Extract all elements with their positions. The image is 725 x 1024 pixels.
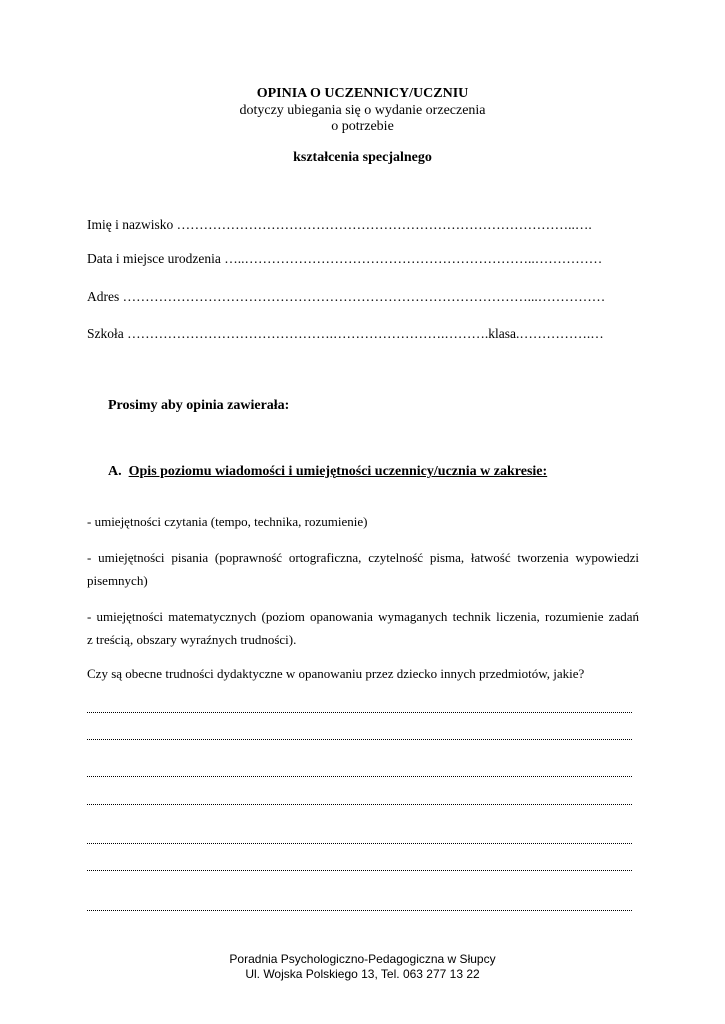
section-a-title: Opis poziomu wiadomości i umiejętności uczennicy/ucznia w zakresie: — [128, 464, 548, 479]
answer-line[interactable] — [87, 712, 632, 713]
field-name[interactable]: Imię i nazwisko ……………………………………………………………………………..…. — [87, 217, 592, 232]
document-title: OPINIA O UCZENNICY/UCZNIU — [256, 86, 469, 101]
request-heading: Prosimy aby opinia zawierała: — [108, 398, 290, 413]
answer-line[interactable] — [87, 804, 632, 805]
item-math-line1: - umiejętności matematycznych (poziom opanowania wymaganych technik liczenia, rozumienie zadań — [87, 609, 639, 624]
item-writing-line2: pisemnych) — [87, 573, 148, 588]
item-writing-line1: - umiejętności pisania (poprawność ortograficzna, czytelność pisma, łatwość tworzenia wypowiedzi — [87, 550, 639, 565]
footer-address: Ul. Wojska Polskiego 13, Tel. 063 277 13 22 — [245, 967, 480, 981]
section-a-heading — [108, 464, 547, 480]
answer-line[interactable] — [87, 776, 632, 777]
answer-line[interactable] — [87, 843, 632, 844]
answer-line[interactable] — [87, 870, 632, 871]
document-subtitle-line1: dotyczy ubiegania się o wydanie orzeczenia — [239, 103, 486, 118]
answer-line[interactable] — [87, 910, 632, 911]
field-birth[interactable]: Data i miejsce urodzenia …..………………………………………………………..…………… — [87, 251, 603, 266]
section-a-letter: A. — [108, 464, 122, 479]
item-reading: - umiejętności czytania (tempo, technika, rozumienie) — [87, 514, 368, 529]
field-school-class[interactable]: Szkoła ……………………………………….…………………….……….klasa.…………….… — [87, 326, 604, 341]
document-subtitle-bold: kształcenia specjalnego — [293, 150, 432, 165]
question-other-subjects: Czy są obecne trudności dydaktyczne w opanowaniu przez dziecko innych przedmiotów, jakie? — [87, 666, 585, 681]
item-math-line2: z treścią, obszary wyraźnych trudności). — [87, 632, 297, 647]
footer-institution: Poradnia Psychologiczno-Pedagogiczna w Słupcy — [229, 952, 496, 966]
field-address[interactable]: Adres ………………………………………………………………………………...…………… — [87, 289, 606, 304]
answer-line[interactable] — [87, 739, 632, 740]
document-subtitle-line2: o potrzebie — [331, 119, 394, 134]
